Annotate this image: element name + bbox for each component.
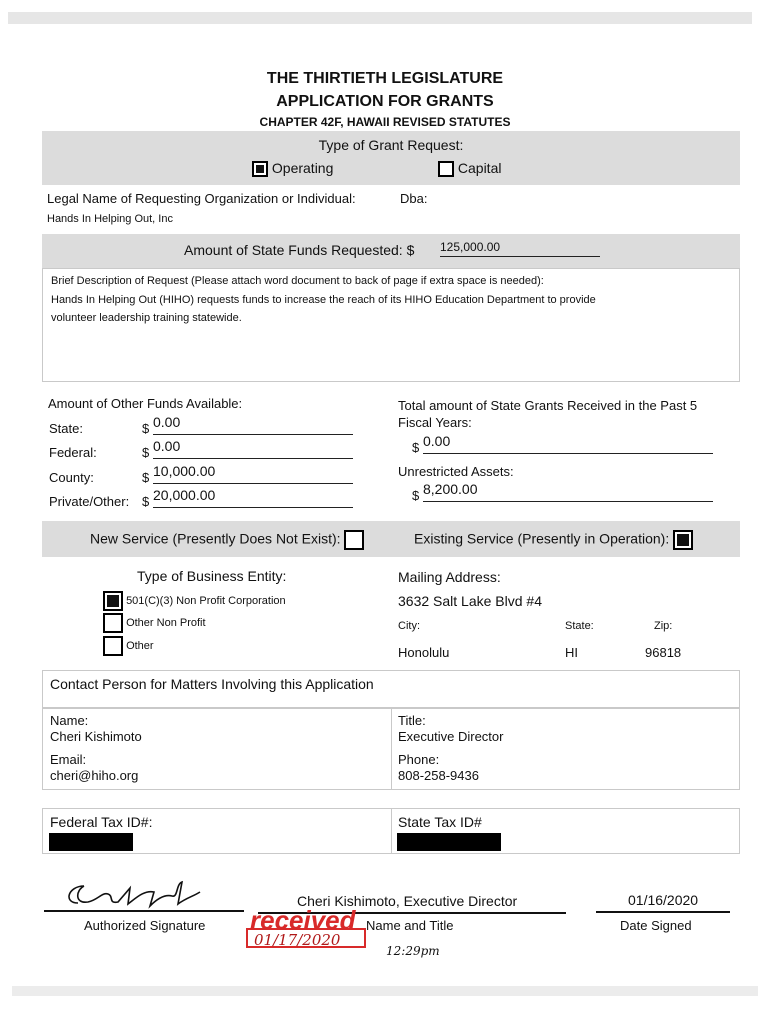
contact-phone: 808-258-9436 (398, 768, 479, 783)
scan-edge-bottom (12, 986, 758, 996)
state-value: HI (565, 645, 578, 660)
contact-heading: Contact Person for Matters Involving this Application (50, 676, 374, 692)
description-label: Brief Description of Request (Please attach word document to back of page if extra space is needed): (51, 275, 544, 287)
contact-title-label: Title: (398, 713, 426, 728)
county-funds-value: 10,000.00 (153, 463, 353, 484)
unrestricted-assets-value: 8,200.00 (423, 481, 713, 502)
private-funds-label: Private/Other: (49, 494, 130, 509)
amount-requested-label: Amount of State Funds Requested: $ (184, 242, 415, 258)
entity-option-other-nonprofit[interactable] (103, 613, 206, 633)
legal-name-value: Hands In Helping Out, Inc (47, 213, 173, 225)
currency-sign: $ (142, 470, 150, 485)
entity-other-checkbox[interactable] (103, 636, 123, 656)
state-funds-label: State: (49, 421, 83, 436)
business-entity-heading: Type of Business Entity: (137, 568, 287, 584)
entity-other-nonprofit-checkbox[interactable] (103, 613, 123, 633)
city-label: City: (398, 620, 420, 632)
entity-501c3-checkbox[interactable] (103, 591, 123, 611)
doc-subtitle: APPLICATION FOR GRANTS (276, 93, 494, 110)
federal-tax-label: Federal Tax ID#: (50, 814, 153, 830)
federal-funds-value: 0.00 (153, 438, 353, 459)
zip-label: Zip: (654, 620, 673, 632)
federal-funds-label: Federal: (49, 445, 97, 460)
operating-label: Operating (271, 160, 334, 176)
existing-service-label: Existing Service (Presently in Operation): (414, 530, 670, 547)
contact-phone-label: Phone: (398, 752, 440, 767)
mailing-address: 3632 Salt Lake Blvd #4 (398, 593, 542, 609)
authorized-signature-label: Authorized Signature (84, 918, 206, 933)
currency-sign: $ (412, 488, 420, 503)
signature-line (44, 910, 244, 912)
received-stamp-time: 12:29pm (386, 944, 440, 958)
capital-checkbox[interactable] (438, 161, 454, 177)
currency-sign: $ (412, 440, 420, 455)
past-grants-value: 0.00 (423, 433, 713, 454)
past-grants-heading-1: Total amount of State Grants Received in the Past 5 (398, 398, 698, 413)
entity-option-other[interactable] (103, 636, 154, 656)
operating-checkbox[interactable] (252, 161, 268, 177)
doc-title: THE THIRTIETH LEGISLATURE (266, 70, 504, 87)
private-funds-value: 20,000.00 (153, 487, 353, 508)
currency-sign: $ (142, 445, 150, 460)
mailing-heading: Mailing Address: (398, 569, 501, 585)
tax-divider (391, 809, 392, 853)
existing-service-checkbox[interactable] (673, 530, 693, 550)
state-funds-value: 0.00 (153, 414, 353, 435)
zip-value: 96818 (645, 645, 682, 660)
description-box (42, 268, 740, 382)
currency-sign: $ (142, 494, 150, 509)
date-signed-label: Date Signed (620, 918, 692, 933)
new-service-option[interactable] (90, 530, 364, 550)
contact-name-label: Name: (50, 713, 89, 728)
contact-title: Executive Director (398, 729, 504, 744)
contact-name: Cheri Kishimoto (50, 729, 142, 744)
entity-501c3-label: 501(C)(3) Non Profit Corporation (126, 594, 286, 607)
received-stamp-date: 01/17/2020 (246, 928, 366, 948)
unrestricted-assets-label: Unrestricted Assets: (398, 464, 514, 479)
federal-tax-redaction (49, 833, 133, 851)
handwritten-signature (58, 878, 208, 914)
amount-requested-value: 125,000.00 (440, 240, 600, 257)
contact-email-label: Email: (50, 752, 87, 767)
contact-email: cheri@hiho.org (50, 768, 139, 783)
state-tax-redaction (397, 833, 501, 851)
entity-option-501c3[interactable] (103, 591, 286, 611)
printed-name-title: Cheri Kishimoto, Executive Director (297, 893, 518, 909)
existing-service-option[interactable] (414, 530, 693, 550)
state-label: State: (565, 620, 594, 632)
legal-name-label: Legal Name of Requesting Organization or Individual: (47, 191, 356, 206)
contact-heading-box (42, 670, 740, 708)
capital-option[interactable] (438, 160, 501, 177)
amount-requested-section (42, 234, 740, 268)
dba-label: Dba: (400, 191, 428, 206)
date-signed-value: 01/16/2020 (628, 892, 699, 908)
new-service-label: New Service (Presently Does Not Exist): (90, 530, 341, 547)
contact-divider (391, 709, 392, 789)
grant-type-heading: Type of Grant Request: (318, 137, 464, 153)
name-and-title-label: Name and Title (366, 918, 454, 933)
received-stamp-word: received (250, 905, 356, 935)
service-section (42, 521, 740, 557)
currency-sign: $ (142, 421, 150, 436)
grant-type-section (42, 131, 740, 185)
operating-option[interactable] (252, 160, 333, 177)
past-grants-heading-2: Fiscal Years: (398, 415, 472, 430)
county-funds-label: County: (49, 470, 94, 485)
scan-edge-top (8, 12, 752, 24)
entity-other-nonprofit-label: Other Non Profit (126, 616, 206, 629)
tax-id-box (42, 808, 740, 854)
capital-label: Capital (457, 160, 502, 176)
description-line-2: volunteer leadership training statewide. (51, 312, 242, 324)
description-line-1: Hands In Helping Out (HIHO) requests funds to increase the reach of its HIHO Education Department to provide (51, 294, 596, 306)
state-tax-label: State Tax ID# (398, 814, 482, 830)
date-line (596, 911, 730, 913)
other-funds-heading: Amount of Other Funds Available: (48, 396, 243, 411)
entity-other-label: Other (126, 639, 154, 652)
contact-details-box (42, 708, 740, 790)
doc-chapter: CHAPTER 42F, HAWAII REVISED STATUTES (259, 115, 511, 129)
city-value: Honolulu (398, 645, 450, 660)
new-service-checkbox[interactable] (344, 530, 364, 550)
